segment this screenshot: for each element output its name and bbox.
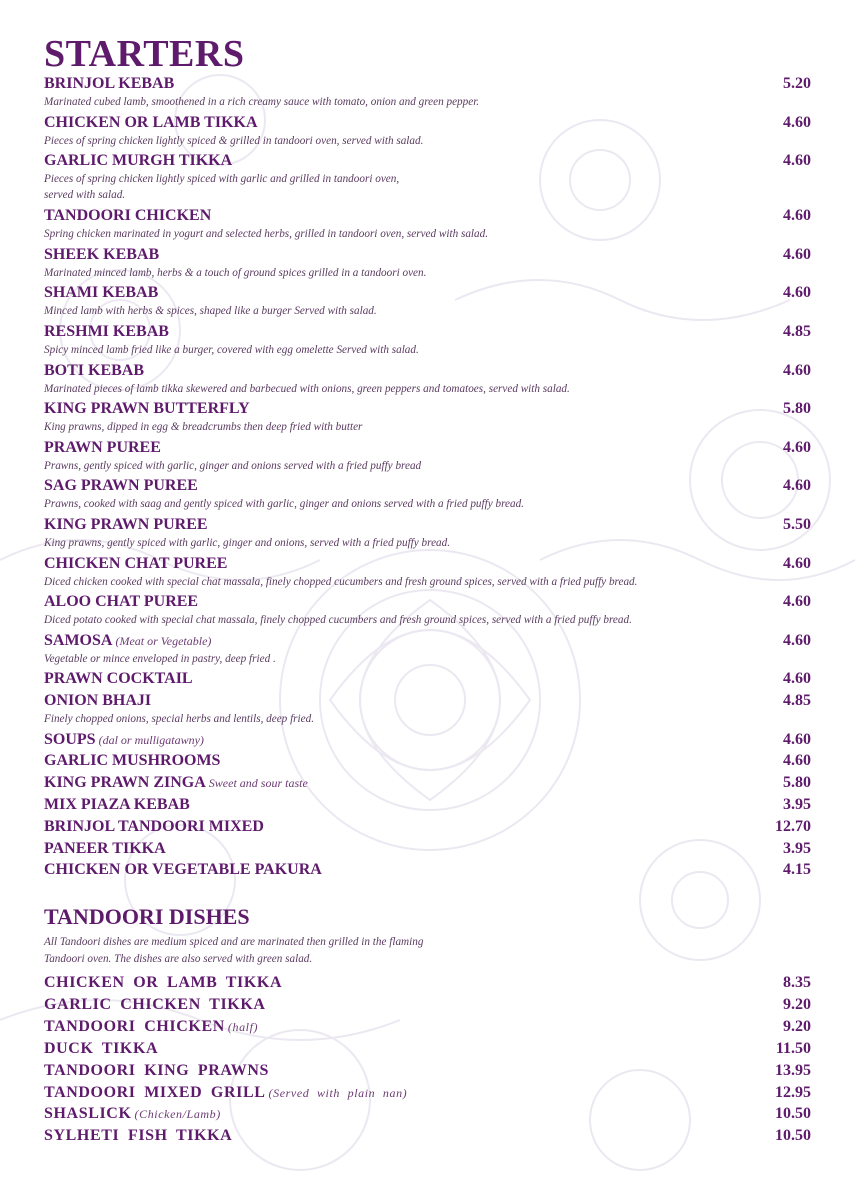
menu-item-name: CHICKEN OR LAMB TIKKA	[44, 974, 283, 991]
menu-item-price: 4.15	[783, 861, 811, 878]
menu-item-title	[44, 361, 144, 381]
menu-item	[44, 691, 811, 727]
menu-item	[44, 1083, 811, 1103]
menu-item-description: Marinated minced lamb, herbs & a touch of ground spices grilled in a tandoori oven.	[44, 267, 427, 279]
menu-item-row	[44, 839, 811, 859]
menu-item-description: Pieces of spring chicken lightly spiced with garlic and grilled in tandoori oven,	[44, 173, 400, 185]
menu-item-title	[44, 1104, 221, 1124]
menu-item-price: 4.60	[783, 555, 811, 572]
menu-item-name: TANDOORI KING PRAWNS	[44, 1062, 270, 1079]
menu-item-row	[44, 1017, 811, 1037]
menu-item-note: Sweet and sour taste	[208, 776, 308, 790]
menu-item-name: ONION BHAJI	[44, 692, 152, 709]
menu-item-name: GARLIC MUSHROOMS	[44, 752, 221, 769]
menu-item-name: TANDOORI MIXED GRILL	[44, 1084, 266, 1101]
menu-item-row	[44, 74, 811, 94]
menu-item-row	[44, 795, 811, 815]
menu-item-name: BRINJOL KEBAB	[44, 75, 175, 92]
menu-item-price: 10.50	[775, 1105, 811, 1122]
menu-item-price: 12.95	[775, 1084, 811, 1101]
menu-item	[44, 1039, 811, 1059]
menu-item	[44, 795, 811, 815]
menu-item-price: 8.35	[783, 974, 811, 991]
menu-item-title	[44, 1126, 232, 1146]
menu-item-description: Diced potato cooked with special chat massala, finely chopped cucumbers and fresh ground spices, served with a fried puffy bread.	[44, 614, 632, 626]
menu-item	[44, 322, 811, 358]
menu-item-note: (Chicken/Lamb)	[134, 1107, 221, 1121]
menu-item-row	[44, 631, 811, 651]
menu-item-row	[44, 730, 811, 750]
menu-item-name: TANDOORI CHICKEN	[44, 207, 212, 224]
menu-item	[44, 476, 811, 512]
menu-item-price: 4.60	[783, 593, 811, 610]
menu-item-title	[44, 817, 264, 837]
menu-item	[44, 1104, 811, 1124]
menu-item-title	[44, 399, 250, 419]
menu-item-row	[44, 206, 811, 226]
menu-item-title	[44, 839, 166, 859]
starters-heading: STARTERS	[44, 33, 245, 75]
menu-item	[44, 151, 811, 203]
menu-item-title	[44, 554, 227, 574]
menu-item-description: Finely chopped onions, special herbs and lentils, deep fried.	[44, 713, 315, 725]
menu-item-row	[44, 1083, 811, 1103]
menu-item-name: CHICKEN OR LAMB TIKKA	[44, 114, 258, 131]
menu-item-description: King prawns, dipped in egg & breadcrumbs then deep fried with butter	[44, 421, 363, 433]
menu-item-name: CHICKEN OR VEGETABLE PAKURA	[44, 861, 322, 878]
menu-item-name: DUCK TIKKA	[44, 1040, 159, 1057]
menu-item-description: Diced chicken cooked with special chat massala, finely chopped cucumbers and fresh ground spices, served with a fried puffy bread.	[44, 576, 638, 588]
menu-item-price: 3.95	[783, 796, 811, 813]
menu-item-title	[44, 322, 169, 342]
menu-item	[44, 817, 811, 837]
menu-item-row	[44, 669, 811, 689]
menu-item-title	[44, 113, 258, 133]
menu-item-name: SOUPS	[44, 731, 96, 748]
menu-item-row	[44, 995, 811, 1015]
tandoori-intro	[44, 934, 423, 968]
menu-item-price: 13.95	[775, 1062, 811, 1079]
menu-item	[44, 113, 811, 149]
menu-item-row	[44, 438, 811, 458]
menu-item	[44, 1126, 811, 1146]
menu-item-name: PRAWN PUREE	[44, 439, 161, 456]
menu-item-name: ALOO CHAT PUREE	[44, 593, 199, 610]
menu-item-description: Prawns, gently spiced with garlic, ginger and onions served with a fried puffy bread	[44, 460, 422, 472]
menu-item-row	[44, 361, 811, 381]
menu-item-description: Vegetable or mince enveloped in pastry, deep fried .	[44, 653, 276, 665]
menu-item-name: KING PRAWN BUTTERFLY	[44, 400, 250, 417]
menu-item-price: 4.60	[783, 152, 811, 169]
menu-item-price: 3.95	[783, 840, 811, 857]
menu-item-row	[44, 476, 811, 496]
menu-item-title	[44, 151, 232, 171]
menu-item-price: 4.60	[783, 284, 811, 301]
menu-item	[44, 631, 811, 667]
menu-item-title	[44, 631, 211, 651]
menu-item-title	[44, 973, 282, 993]
menu-item-price: 4.85	[783, 692, 811, 709]
menu-item-price: 5.80	[783, 400, 811, 417]
menu-item-row	[44, 1104, 811, 1124]
menu-item-price: 5.50	[783, 516, 811, 533]
menu-item	[44, 773, 811, 793]
menu-item-name: SHEEK KEBAB	[44, 246, 160, 263]
menu-item-title	[44, 795, 190, 815]
menu-item-name: KING PRAWN PUREE	[44, 516, 208, 533]
menu-item-title	[44, 995, 266, 1015]
menu-item-description: Spicy minced lamb fried like a burger, covered with egg omelette Served with salad.	[44, 344, 419, 356]
menu-item-price: 9.20	[783, 1018, 811, 1035]
menu-item-price: 4.85	[783, 323, 811, 340]
menu-item-name: SAG PRAWN PUREE	[44, 477, 198, 494]
menu-item-title	[44, 751, 220, 771]
tandoori-intro-line-1: All Tandoori dishes are medium spiced and are marinated then grilled in the flaming	[44, 936, 424, 948]
menu-item	[44, 592, 811, 628]
menu-item-title	[44, 74, 174, 94]
menu-item	[44, 995, 811, 1015]
menu-item-price: 11.50	[775, 1040, 811, 1057]
menu-item-price: 4.60	[783, 439, 811, 456]
menu-item-price: 4.60	[783, 477, 811, 494]
menu-item-price: 4.60	[783, 632, 811, 649]
menu-item-description: Spring chicken marinated in yogurt and selected herbs, grilled in tandoori oven, served with salad.	[44, 228, 489, 240]
menu-item-title	[44, 773, 308, 793]
menu-item-row	[44, 973, 811, 993]
menu-item-row	[44, 773, 811, 793]
menu-item-row	[44, 245, 811, 265]
menu-item-title	[44, 206, 211, 226]
menu-item	[44, 860, 811, 880]
menu-item-title	[44, 691, 151, 711]
menu-item-name: PANEER TIKKA	[44, 840, 166, 857]
menu-item	[44, 554, 811, 590]
menu-item-name: MIX PIAZA KEBAB	[44, 796, 190, 813]
menu-item-row	[44, 1039, 811, 1059]
menu-item-row	[44, 691, 811, 711]
menu-item	[44, 361, 811, 397]
menu-item-name: SHASLICK	[44, 1105, 132, 1122]
menu-item-title	[44, 1083, 407, 1103]
menu-item	[44, 1017, 811, 1037]
menu-item	[44, 730, 811, 750]
menu-item-title	[44, 438, 161, 458]
menu-item-name: RESHMI KEBAB	[44, 323, 169, 340]
menu-item-description: Pieces of spring chicken lightly spiced & grilled in tandoori oven, served with salad.	[44, 135, 424, 147]
menu-item-price: 4.60	[783, 752, 811, 769]
menu-item-description: Marinated cubed lamb, smoothened in a rich creamy sauce with tomato, onion and green pepper.	[44, 96, 480, 108]
menu-item-title	[44, 592, 198, 612]
tandoori-heading: TANDOORI DISHES	[44, 904, 250, 929]
menu-item-price: 4.60	[783, 207, 811, 224]
menu-item-row	[44, 1126, 811, 1146]
menu-item-row	[44, 817, 811, 837]
menu-item-note: (half)	[227, 1020, 259, 1034]
menu-item	[44, 74, 811, 110]
menu-item-name: SHAMI KEBAB	[44, 284, 159, 301]
menu-item-title	[44, 476, 198, 496]
menu-item-note: (Meat or Vegetable)	[115, 634, 212, 648]
menu-item-title	[44, 730, 204, 750]
menu-item-title	[44, 669, 193, 689]
menu-item	[44, 245, 811, 281]
menu-item	[44, 839, 811, 859]
menu-item-name: PRAWN COCKTAIL	[44, 670, 193, 687]
menu-item-row	[44, 1061, 811, 1081]
menu-item	[44, 206, 811, 242]
menu-item-row	[44, 515, 811, 535]
menu-item-price: 4.60	[783, 114, 811, 131]
menu-item-note: (dal or mulligatawny)	[98, 733, 204, 747]
menu-item	[44, 973, 811, 993]
menu-item	[44, 283, 811, 319]
menu-item-note: (Served with plain nan)	[268, 1086, 408, 1100]
menu-item-price: 4.60	[783, 731, 811, 748]
menu-item	[44, 515, 811, 551]
menu-item-title	[44, 1061, 269, 1081]
menu-item-description: Prawns, cooked with saag and gently spiced with garlic, ginger and onions served with a fried puffy bread.	[44, 498, 524, 510]
menu-item-title	[44, 283, 158, 303]
menu-item-price: 12.70	[775, 818, 811, 835]
menu-item-row	[44, 283, 811, 303]
menu-item-name: SAMOSA	[44, 632, 113, 649]
menu-item-row	[44, 554, 811, 574]
menu-item-price: 4.60	[783, 362, 811, 379]
menu-item-row	[44, 322, 811, 342]
menu-item-row	[44, 751, 811, 771]
menu-item-price: 5.80	[783, 774, 811, 791]
menu-item-title	[44, 1039, 158, 1059]
menu-item-row	[44, 151, 811, 171]
menu-item-title	[44, 1017, 258, 1037]
menu-item-title	[44, 245, 159, 265]
menu-item-row	[44, 113, 811, 133]
menu-item-title	[44, 860, 322, 880]
menu-item-name: SYLHETI FISH TIKKA	[44, 1127, 233, 1144]
menu-item-name: CHICKEN CHAT PUREE	[44, 555, 228, 572]
menu-item	[44, 1061, 811, 1081]
menu-item-name: TANDOORI CHICKEN	[44, 1018, 225, 1035]
menu-item-description: Minced lamb with herbs & spices, shaped like a burger Served with salad.	[44, 305, 377, 317]
menu-item-price: 4.60	[783, 670, 811, 687]
menu-item-row	[44, 860, 811, 880]
menu-item-row	[44, 399, 811, 419]
menu-item	[44, 399, 811, 435]
menu-item-name: GARLIC MURGH TIKKA	[44, 152, 233, 169]
menu-item-description-line-2: served with salad.	[44, 189, 126, 201]
menu-item-price: 5.20	[783, 75, 811, 92]
menu-item-description: Marinated pieces of lamb tikka skewered and barbecued with onions, green peppers and tomatoes, served with salad.	[44, 383, 570, 395]
menu-item-price: 9.20	[783, 996, 811, 1013]
menu-item-name: KING PRAWN ZINGA	[44, 774, 206, 791]
menu-item	[44, 751, 811, 771]
menu-item-title	[44, 515, 208, 535]
menu-item-name: BOTI KEBAB	[44, 362, 145, 379]
menu-item-row	[44, 592, 811, 612]
menu-item	[44, 669, 811, 689]
menu-item-name: BRINJOL TANDOORI MIXED	[44, 818, 264, 835]
menu-item	[44, 438, 811, 474]
menu-item-description: King prawns, gently spiced with garlic, ginger and onions, served with a fried puffy bread.	[44, 537, 451, 549]
menu-item-price: 4.60	[783, 246, 811, 263]
menu-item-name: GARLIC CHICKEN TIKKA	[44, 996, 266, 1013]
menu-item-price: 10.50	[775, 1127, 811, 1144]
tandoori-intro-line-2: Tandoori oven. The dishes are also served with green salad.	[44, 953, 313, 965]
